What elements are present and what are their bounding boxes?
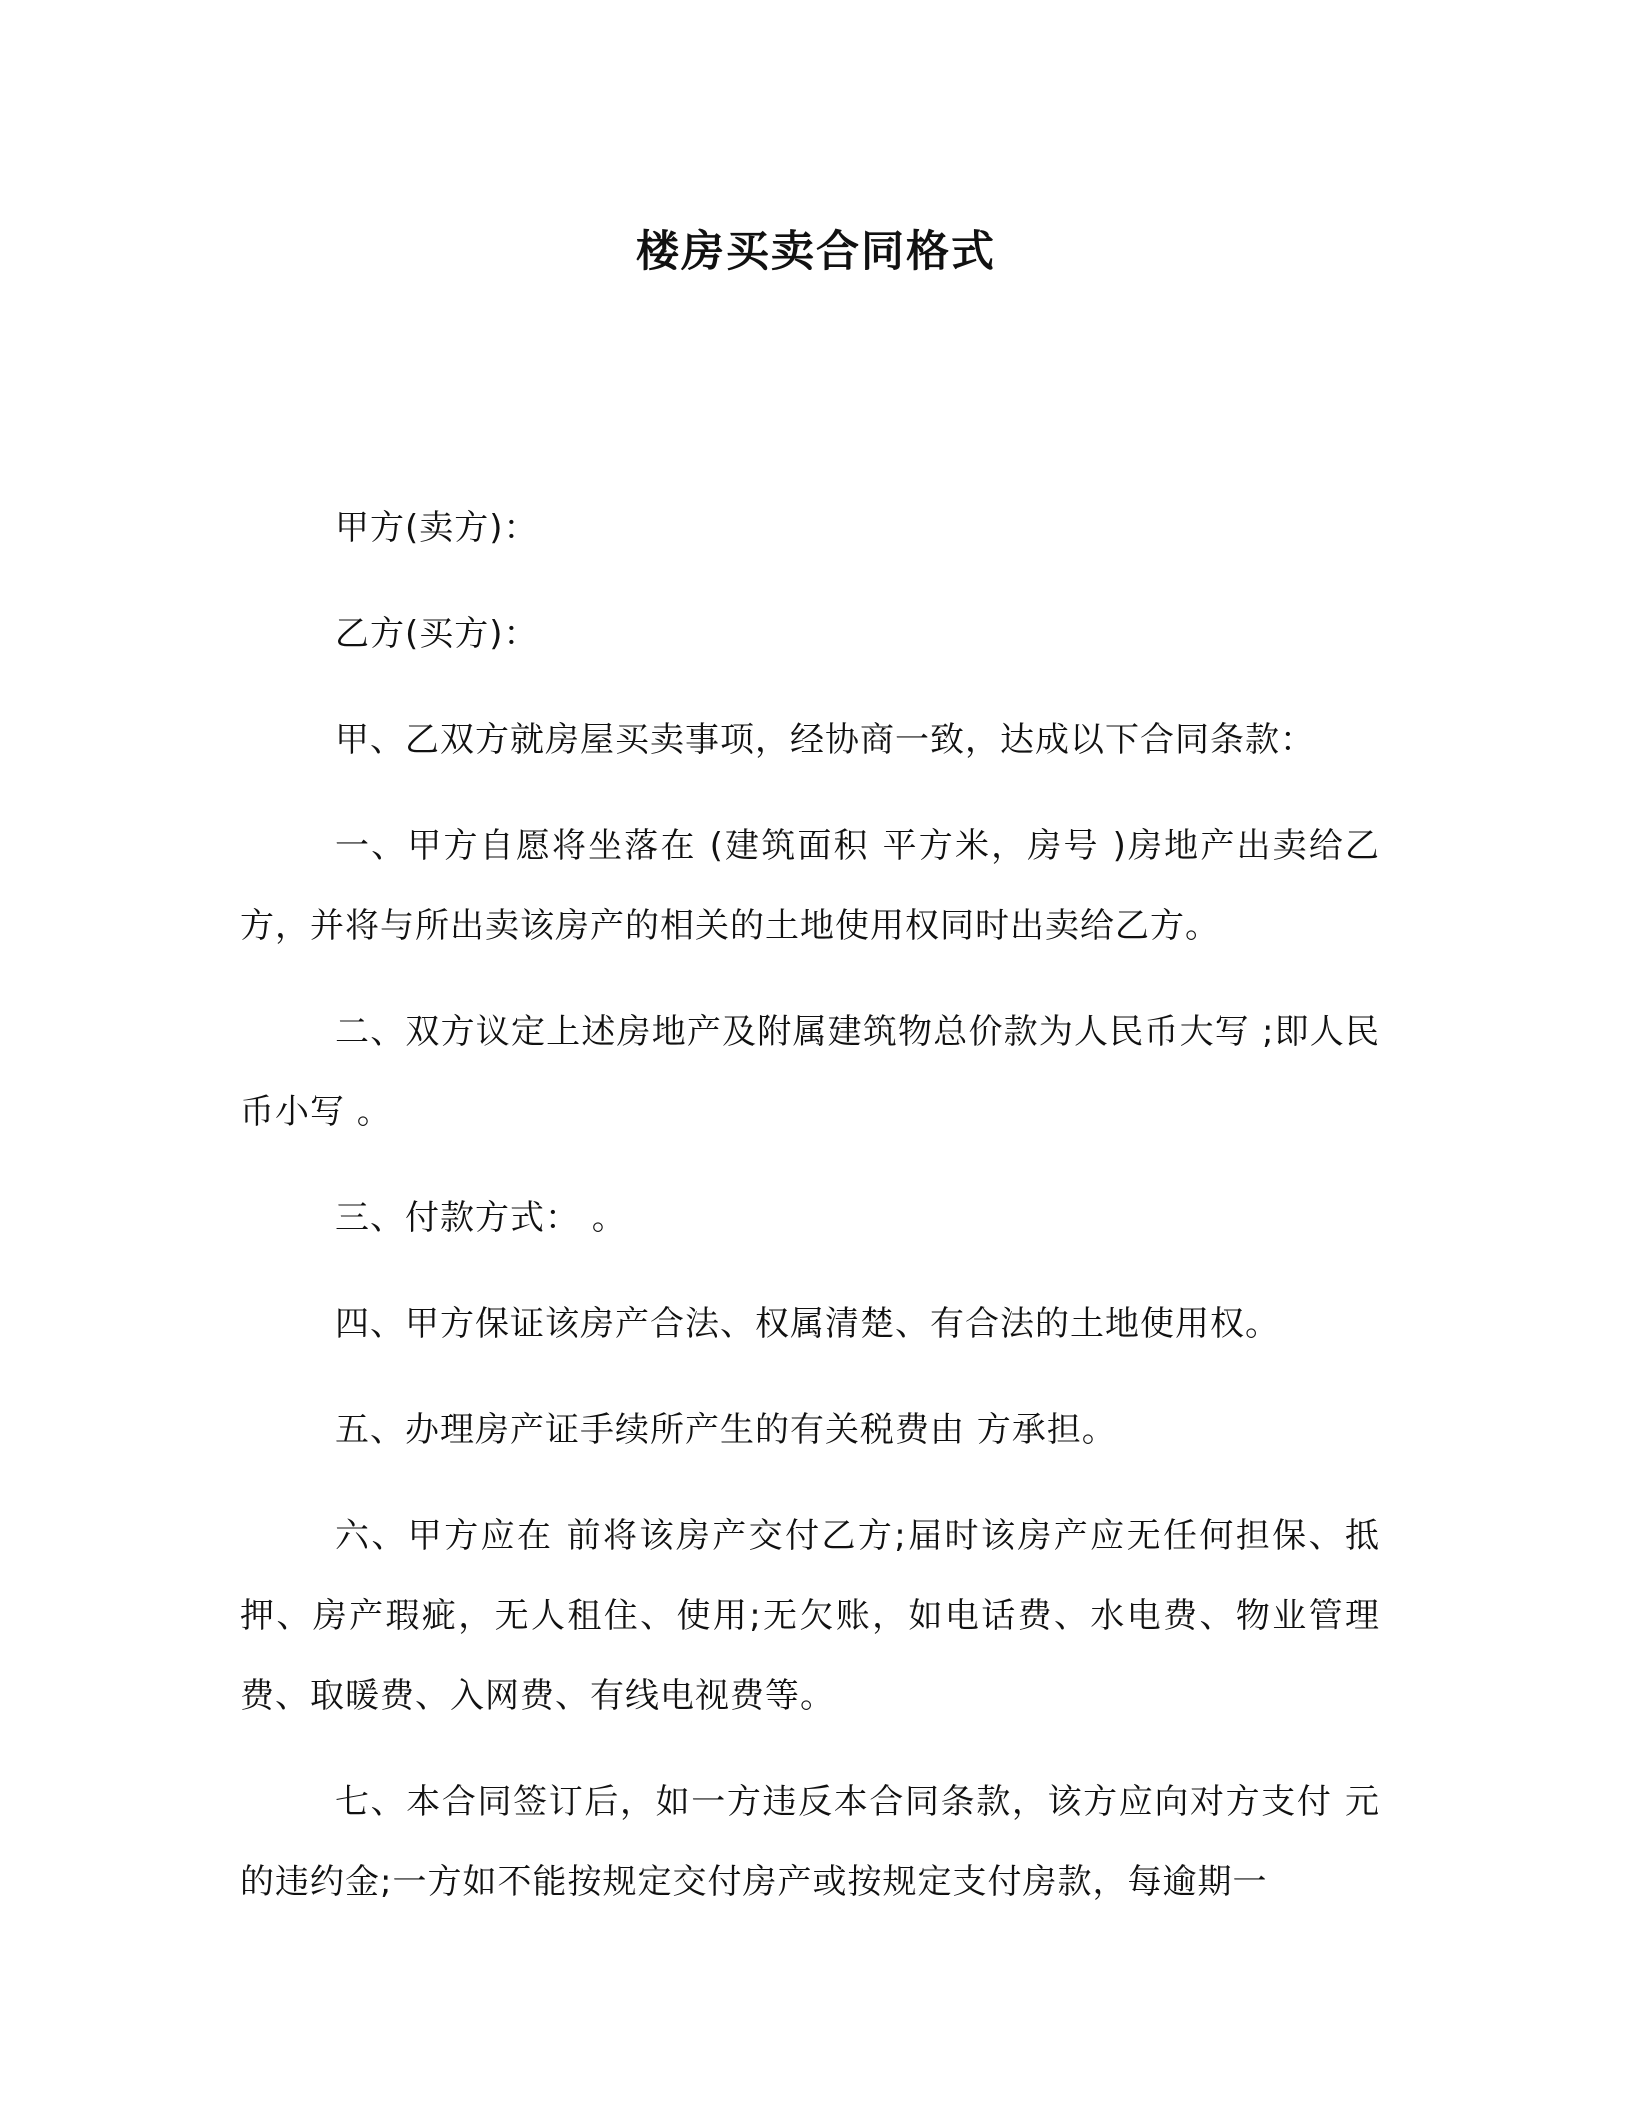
clause-7-paragraph: 七、本合同签订后，如一方违反本合同条款，该方应向对方支付 元的违约金;一方如不能按规定交付房产或按规定支付房款，每逾期一: [240, 1782, 1380, 1902]
clause-3-paragraph: 三、付款方式： 。: [335, 1198, 627, 1238]
document-title: 楼房买卖合同格式: [636, 227, 996, 277]
document-body: [240, 488, 1380, 1948]
clause-4-paragraph: 四、甲方保证该房产合法、权属清楚、有合法的土地使用权。: [335, 1304, 1280, 1344]
clause-2-paragraph: 二、双方议定上述房地产及附属建筑物总价款为人民币大写 ;即人民币小写 。: [240, 1012, 1380, 1132]
clause-1-paragraph: 一、甲方自愿将坐落在 (建筑面积 平方米，房号 )房地产出卖给乙方，并将与所出卖该房产的相关的土地使用权同时出卖给乙方。: [240, 826, 1380, 946]
clause-5-paragraph: 五、办理房产证手续所产生的有关税费由 方承担。: [335, 1410, 1117, 1450]
preamble-paragraph: 甲、乙双方就房屋买卖事项，经协商一致，达成以下合同条款：: [335, 720, 1315, 760]
party-b-line: 乙方(买方)：: [335, 614, 539, 654]
party-a-line: 甲方(卖方)：: [335, 508, 539, 548]
clause-6-paragraph: 六、甲方应在 前将该房产交付乙方;届时该房产应无任何担保、抵押、房产瑕疵，无人租住、使用;无欠账，如电话费、水电费、物业管理费、取暖费、入网费、有线电视费等。: [240, 1516, 1380, 1716]
